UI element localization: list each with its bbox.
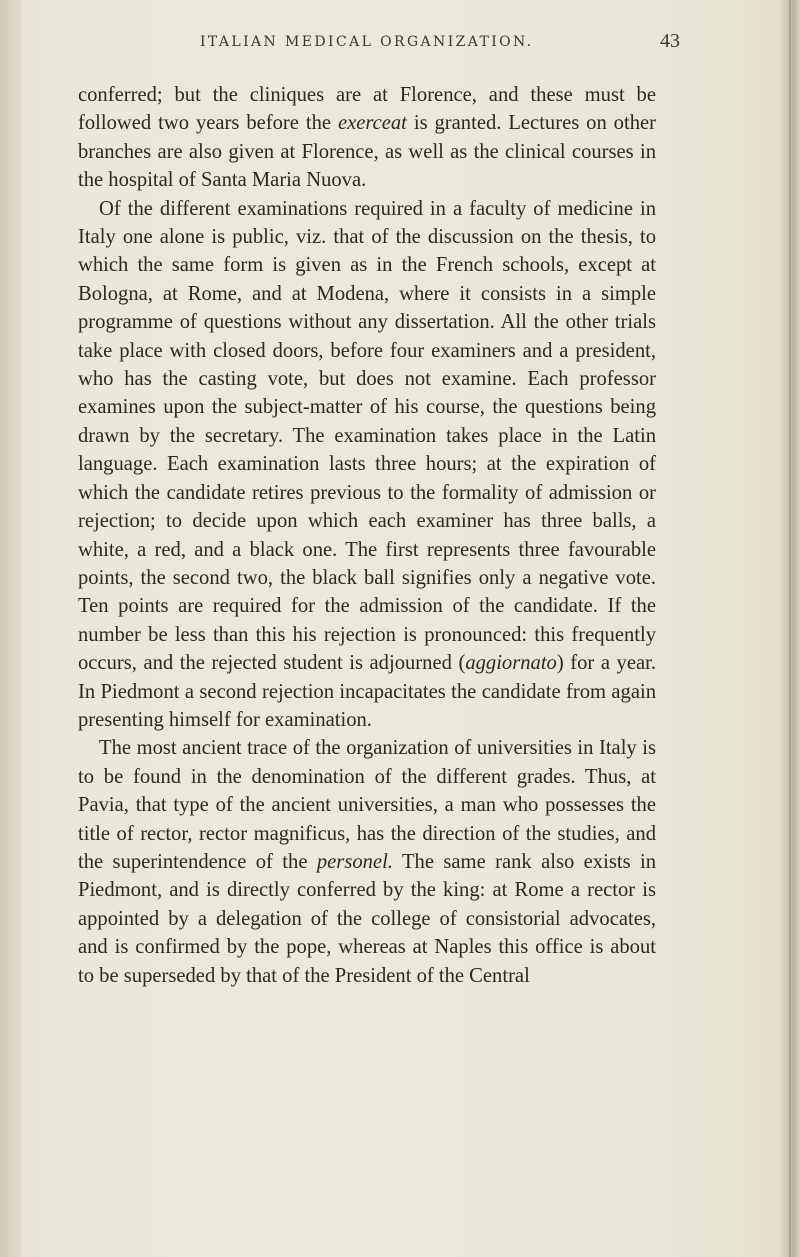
paragraph — [78, 195, 656, 735]
paragraph — [78, 734, 656, 990]
italic-term: aggiornato — [465, 652, 557, 675]
page-edge-line — [789, 0, 791, 1257]
italic-term: exerceat — [337, 112, 407, 135]
paragraph-text: The same rank also exists in Piedmont, and is directly conferred by the king: at Rome a rector is appointed by a delegation of the college of consistorial advocates, and is confirmed by the pope, whereas at Naples this office is about to be superseded by that of the President of the Central — [78, 850, 656, 987]
page-number: 43 — [660, 30, 680, 52]
paragraph-text: conferred; but the cliniques are at Florence, and these must be followed two years before the — [78, 84, 656, 135]
paragraph-text: The most ancient trace of the organization of universities in Italy is to be found in the denomination of the different grades. Thus, at Pavia, that type of the ancient universities, a man who possesses the title of rector, rector magnificus, has the direction of the studies, and the superintendence of the — [78, 737, 656, 873]
page-gutter — [0, 0, 22, 1257]
paragraph-text: Of the different examinations required in a faculty of medicine in Italy one alone is public, viz. that of the discussion on the thesis, to which the same form is given as in the French schools, except at Bologna, at Rome, and at Modena, where it consists in a simple programme of questions without any dissertation. All the other trials take place with closed doors, before four examiners and a president, who has the casting vote, but does not examine. Each professor examines upon the subject-matter of his course, the questions being drawn by the secretary. The examination takes place in the Latin language. Each examination lasts three hours; at the expiration of which the candidate retires previous to the formality of admission or rejection; to decide upon which each examiner has three balls, a white, a red, and a black one. The first represents three favourable points, the second two, the black ball signifies only a negative vote. Ten points are required for the admission of the candidate. If the number be less than this his rejection is pronounced: this frequently occurs, and the rejected student is adjourned ( — [78, 197, 656, 675]
paragraph — [78, 81, 656, 195]
running-header: ITALIAN MEDICAL ORGANIZATION. — [200, 34, 534, 50]
paragraph-text: ) for a year. In Piedmont a second rejection incapacitates the candidate from again presenting himself for examination. — [78, 652, 657, 731]
italic-term: personel. — [316, 850, 393, 873]
paragraph-text: is granted. Lectures on other branches are also given at Florence, as well as the clinical courses in the hospital of Santa Maria Nuova. — [78, 112, 656, 192]
body-text — [78, 81, 656, 990]
